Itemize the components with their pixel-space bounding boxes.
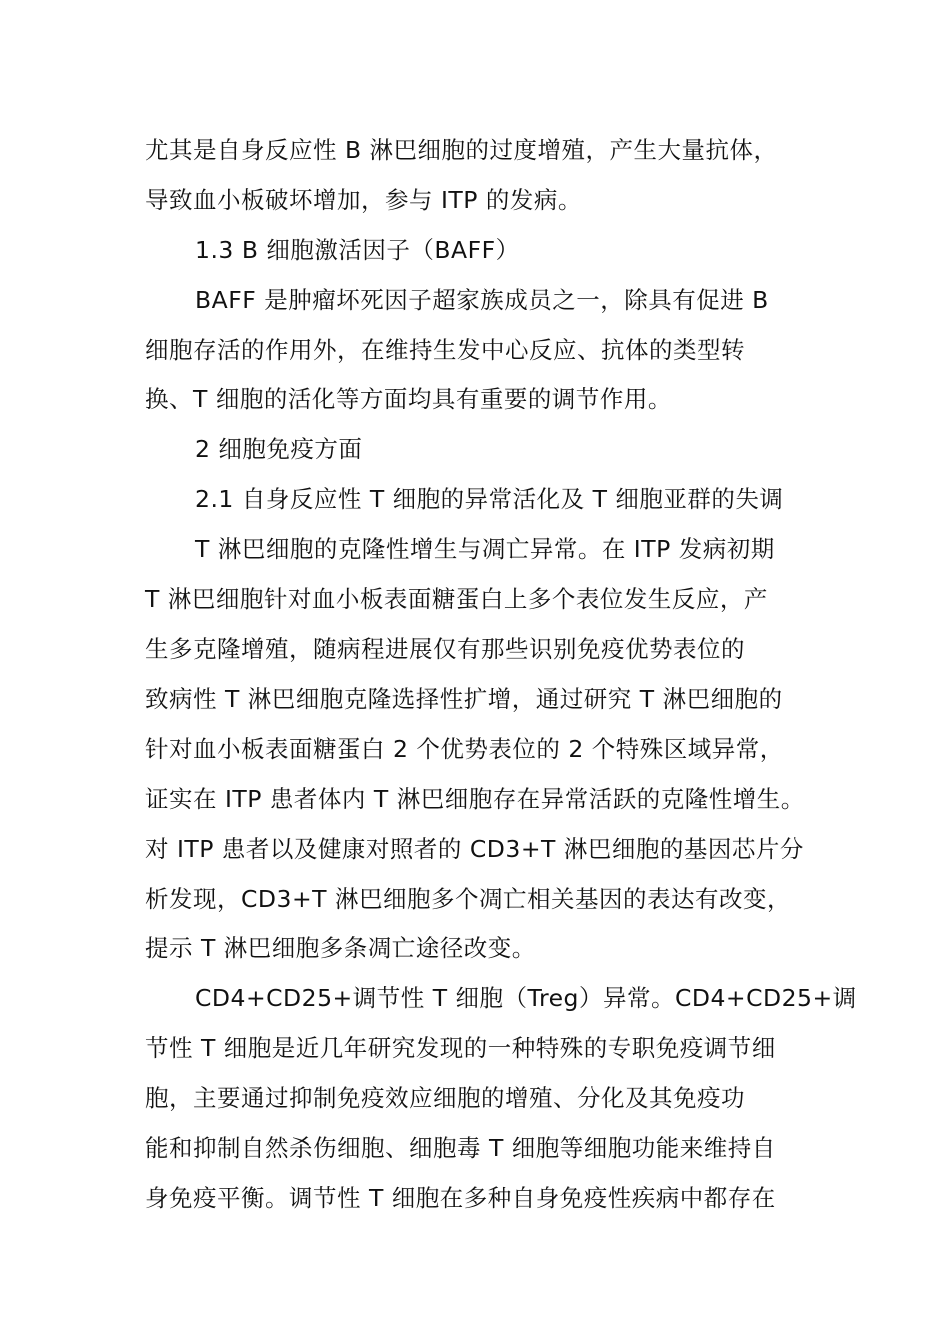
text-line-10: T 淋巴细胞针对血小板表面糖蛋白上多个表位发生反应，产: [145, 585, 768, 613]
text-line-5: 细胞存活的作用外，在维持生发中心反应、抗体的类型转: [145, 336, 745, 364]
text-line-13: 针对血小板表面糖蛋白 2 个优势表位的 2 个特殊区域异常，: [145, 735, 784, 763]
section-heading-2: 2 细胞免疫方面: [195, 435, 363, 463]
text-line-19: 节性 T 细胞是近几年研究发现的一种特殊的专职免疫调节细: [145, 1034, 776, 1062]
text-line-21: 能和抑制自然杀伤细胞、细胞毒 T 细胞等细胞功能来维持自: [145, 1134, 776, 1162]
text-line-1: 尤其是自身反应性 B 淋巴细胞的过度增殖，产生大量抗体，: [145, 136, 778, 164]
text-line-20: 胞，主要通过抑制免疫效应细胞的增殖、分化及其免疫功: [145, 1084, 745, 1112]
section-heading-1-3: 1.3 B 细胞激活因子（BAFF）: [195, 236, 520, 264]
text-line-14: 证实在 ITP 患者体内 T 淋巴细胞存在异常活跃的克隆性增生。: [145, 785, 805, 813]
section-heading-2-1: 2.1 自身反应性 T 细胞的异常活化及 T 细胞亚群的失调: [195, 485, 784, 513]
text-line-11: 生多克隆增殖，随病程进展仅有那些识别免疫优势表位的: [145, 635, 745, 663]
text-line-2: 导致血小板破坏增加，参与 ITP 的发病。: [145, 186, 582, 214]
text-line-15: 对 ITP 患者以及健康对照者的 CD3+T 淋巴细胞的基因芯片分: [145, 835, 804, 863]
text-line-17: 提示 T 淋巴细胞多条凋亡途径改变。: [145, 934, 536, 962]
text-line-4: BAFF 是肿瘤坏死因子超家族成员之一，除具有促进 B: [195, 286, 769, 314]
text-line-12: 致病性 T 淋巴细胞克隆选择性扩增，通过研究 T 淋巴细胞的: [145, 685, 783, 713]
text-line-9: T 淋巴细胞的克隆性增生与凋亡异常。在 ITP 发病初期: [195, 535, 775, 563]
text-line-16: 析发现，CD3+T 淋巴细胞多个凋亡相关基因的表达有改变，: [145, 885, 791, 913]
text-line-18: CD4+CD25+调节性 T 细胞（Treg）异常。CD4+CD25+调: [195, 984, 857, 1012]
text-line-6: 换、T 细胞的活化等方面均具有重要的调节作用。: [145, 385, 672, 413]
text-line-22: 身免疫平衡。调节性 T 细胞在多种自身免疫性疾病中都存在: [145, 1184, 776, 1212]
